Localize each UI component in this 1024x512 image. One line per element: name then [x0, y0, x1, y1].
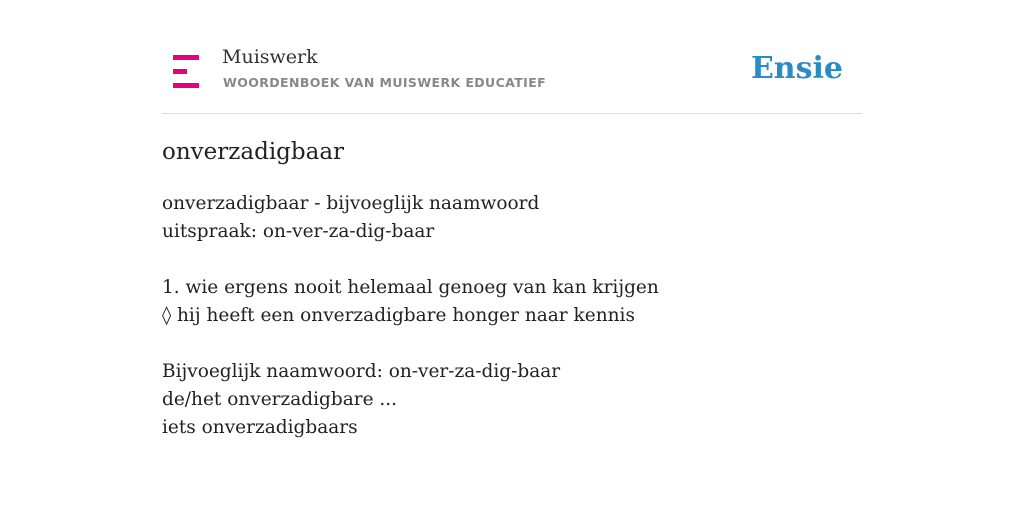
adjective-form: Bijvoeglijk naamwoord: on-ver-za-dig-baar	[162, 361, 561, 382]
definition-head: onverzadigbaar - bijvoeglijk naamwoord	[162, 193, 540, 214]
site-header	[162, 0, 862, 114]
page-title: onverzadigbaar	[162, 139, 345, 165]
brand-title[interactable]: Muiswerk	[222, 46, 318, 68]
meaning-1: 1. wie ergens nooit helemaal genoeg van kan krijgen	[162, 277, 659, 298]
inflection-2: iets onverzadigbaars	[162, 417, 358, 438]
pronunciation: uitspraak: on-ver-za-dig-baar	[162, 221, 435, 242]
muiswerk-logo-icon[interactable]	[173, 55, 199, 88]
inflection-1: de/het onverzadigbare ...	[162, 389, 398, 410]
logo-bar-top	[173, 55, 199, 60]
spacer	[162, 246, 659, 274]
page-container	[162, 0, 862, 438]
brand-subtitle: WOORDENBOEK VAN MUISWERK EDUCATIEF	[223, 75, 547, 90]
example-1: ◊ hij heeft een onverzadigbare honger naar kennis	[162, 305, 635, 326]
logo-bar-bottom	[173, 83, 199, 88]
logo-bar-middle	[173, 69, 187, 74]
spacer	[162, 330, 659, 358]
ensie-logo[interactable]: Ensie	[750, 51, 843, 86]
dictionary-entry	[162, 190, 659, 442]
